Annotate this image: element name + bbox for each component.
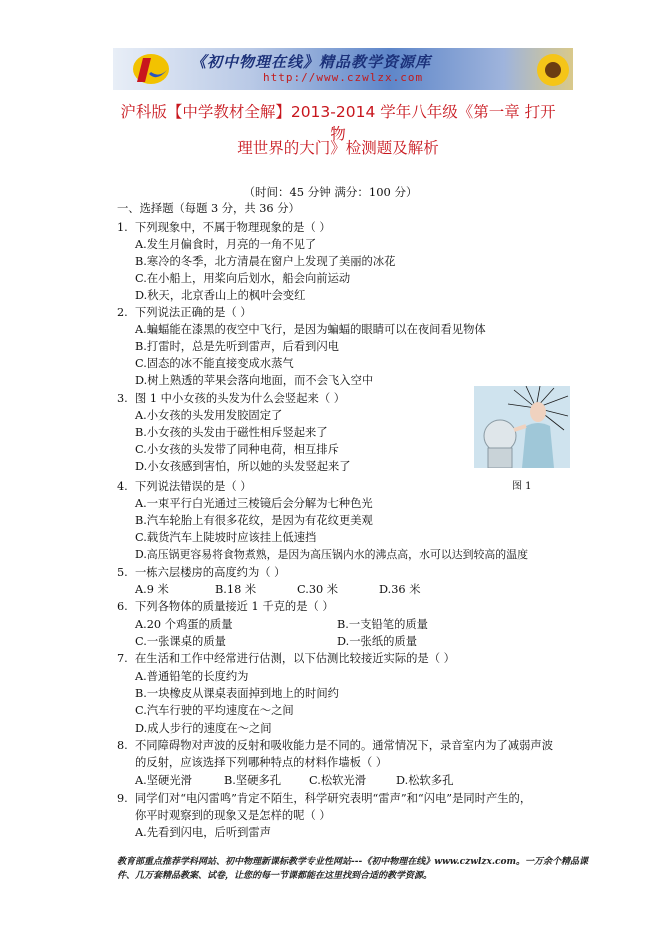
site-logo-icon: [131, 52, 171, 86]
question-stem: 在生活和工作中经常进行估测，以下估测比较接近实际的是（ ）: [135, 652, 455, 665]
site-title: 《初中物理在线》精品教学资源库: [191, 53, 432, 71]
option: C.载货汽车上陡坡时应该挂上低速挡: [135, 531, 317, 544]
question-stem: 同学们对“电闪雷鸣”肯定不陌生，科学研究表明“雷声”和“闪电”是同时产生的，: [135, 792, 532, 805]
option: A.一束平行白光通过三棱镜后会分解为七种色光: [135, 497, 373, 510]
question-stem-continued: 你平时观察到的现象又是怎样的呢（ ）: [135, 809, 331, 822]
figure-caption: 图 1: [512, 481, 532, 492]
header-banner: [113, 48, 573, 90]
option: C.30 米: [297, 583, 339, 596]
sunflower-icon: [533, 50, 573, 90]
option: A.普通铅笔的长度约为: [135, 670, 249, 683]
question-number: 2.: [117, 306, 128, 319]
option: D.树上熟透的苹果会落向地面，而不会飞入空中: [135, 374, 374, 387]
option: B.小女孩的头发由于磁性相斥竖起来了: [135, 426, 328, 439]
question-stem: 下列现象中，不属于物理现象的是（ ）: [135, 221, 331, 234]
option: C.汽车行驶的平均速度在～之间: [135, 704, 294, 717]
option: B.一块橡皮从课桌表面掉到地上的时间约: [135, 687, 339, 700]
option: C.固态的冰不能直接变成水蒸气: [135, 357, 294, 370]
question-stem: 下列各物体的质量接近 1 千克的是（ ）: [135, 600, 334, 613]
page-footer: 教育部重点推荐学科网站、初中物理新课标教学专业性网站---《初中物理在线》www.czwlzx.com。一万余个精品课件、几万套精品教案、试卷，让您的每一节课都能在这里找到合适的教学资源。: [117, 857, 589, 881]
option: C.松软光滑: [309, 774, 367, 787]
site-url[interactable]: http://www.czwlzx.com: [263, 71, 424, 84]
option: A.坚硬光滑: [135, 774, 192, 787]
figure-girl-static-hair: [474, 386, 570, 468]
document-title-line1: 沪科版【中学教材全解】2013-2014 学年八年级《第一章 打开物: [120, 103, 556, 143]
question-stem: 下列说法错误的是（ ）: [135, 480, 252, 493]
option: D.松软多孔: [396, 774, 454, 787]
option: D.小女孩感到害怕，所以她的头发竖起来了: [135, 460, 351, 473]
question-number: 7.: [117, 652, 128, 665]
option: A.蝙蝠能在漆黑的夜空中飞行，是因为蝙蝠的眼睛可以在夜间看见物体: [135, 323, 486, 336]
option: C.一张课桌的质量: [135, 635, 226, 648]
question-stem: 一栋六层楼房的高度约为（ ）: [135, 566, 286, 579]
exam-meta: （时间：45 分钟 满分：100 分）: [243, 185, 418, 199]
question-number: 5.: [117, 566, 128, 579]
section-heading: 一、选择题（每题 3 分，共 36 分）: [117, 202, 300, 215]
option: B.打雷时，总是先听到雷声，后看到闪电: [135, 340, 339, 353]
question-number: 8.: [117, 739, 128, 752]
question-stem-continued: 的反射，应该选择下列哪种特点的材料作墙板（ ）: [135, 756, 388, 769]
question-stem: 不同障碍物对声波的反射和吸收能力是不同的。通常情况下，录音室内为了减弱声波: [135, 739, 553, 752]
option: D.秋天，北京香山上的枫叶会变红: [135, 289, 306, 302]
question-number: 6.: [117, 600, 128, 613]
option: C.小女孩的头发带了同种电荷，相互排斥: [135, 443, 339, 456]
option: C.在小船上，用桨向后划水，船会向前运动: [135, 272, 351, 285]
option: A.发生月偏食时，月亮的一角不见了: [135, 238, 317, 251]
option: D.36 米: [379, 583, 421, 596]
option: B.18 米: [215, 583, 257, 596]
option: A.先看到闪电，后听到雷声: [135, 826, 272, 839]
question-number: 1.: [117, 221, 128, 234]
question-stem: 下列说法正确的是（ ）: [135, 306, 252, 319]
option: A.小女孩的头发用发胶固定了: [135, 409, 283, 422]
option: A.9 米: [135, 583, 169, 596]
option: B.一支铅笔的质量: [337, 618, 428, 631]
document-title-line2: 理世界的大门》检测题及解析: [237, 139, 439, 157]
question-number: 3.: [117, 392, 128, 405]
option: A.20 个鸡蛋的质量: [135, 618, 233, 631]
option: D.一张纸的质量: [337, 635, 418, 648]
option: D.成人步行的速度在～之间: [135, 722, 272, 735]
question-number: 4.: [117, 480, 128, 493]
question-number: 9.: [117, 792, 128, 805]
option: B.坚硬多孔: [224, 774, 282, 787]
option: B.寒冷的冬季，北方清晨在窗户上发现了美丽的冰花: [135, 255, 396, 268]
option: D.高压锅更容易将食物煮熟，是因为高压锅内水的沸点高，水可以达到较高的温度: [135, 548, 528, 561]
option: B.汽车轮胎上有很多花纹，是因为有花纹更美观: [135, 514, 373, 527]
question-stem: 图 1 中小女孩的头发为什么会竖起来（ ）: [135, 392, 346, 405]
